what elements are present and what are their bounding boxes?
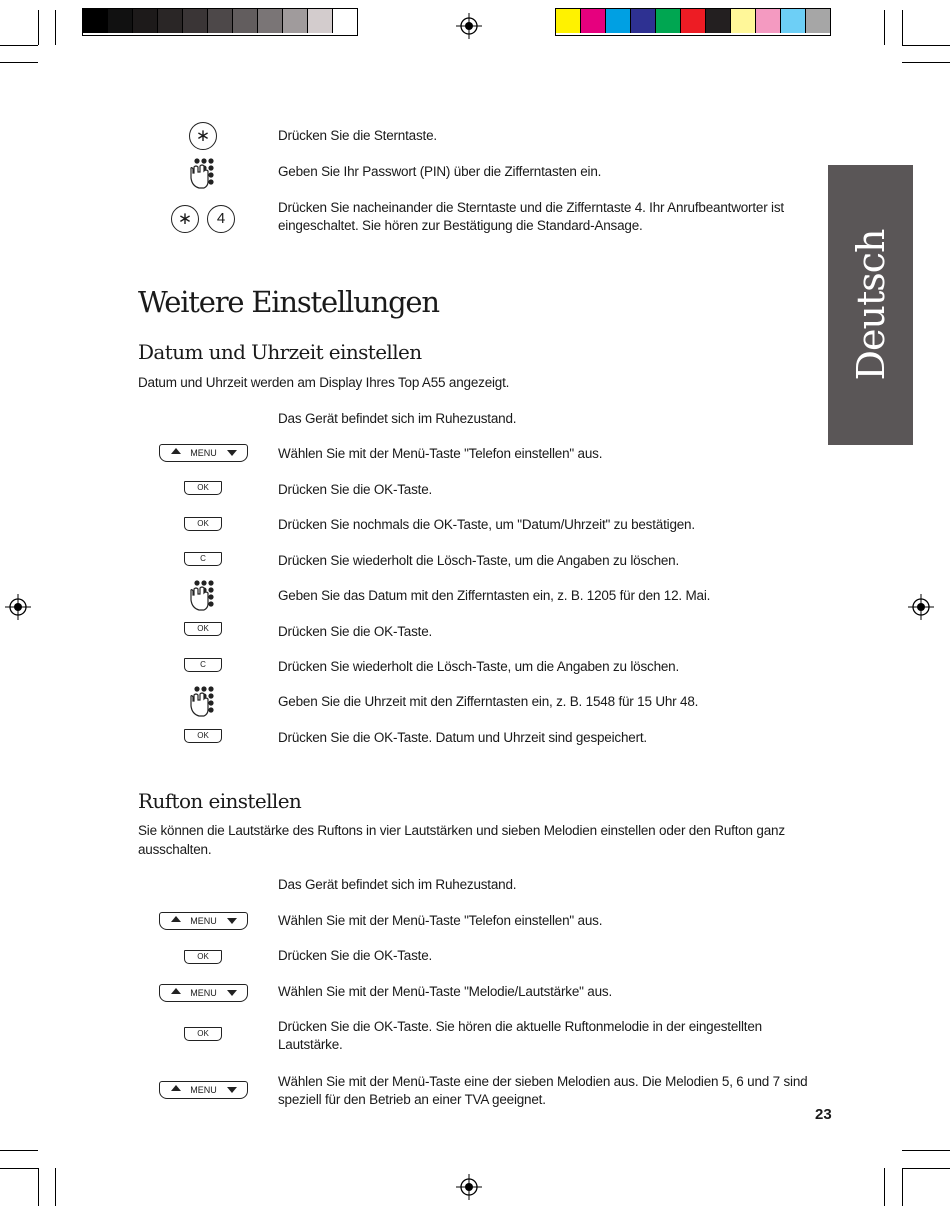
registration-mark-icon <box>908 594 934 620</box>
menu-key-icon: MENU <box>159 984 248 1002</box>
menu-key-icon: MENU <box>159 444 248 462</box>
section-title: Weitere Einstellungen <box>138 285 439 319</box>
menu-key-icon: MENU <box>159 912 248 930</box>
color-swatch <box>108 9 133 33</box>
color-swatch <box>681 9 706 33</box>
step-text: Drücken Sie die OK-Taste. <box>278 482 433 497</box>
color-swatch <box>258 9 283 33</box>
ok-key-icon: OK <box>184 517 222 531</box>
color-swatch <box>581 9 606 33</box>
step-text: Drücken Sie die OK-Taste. Sie hören die aktuelle Ruftonmelodie in der eingestellten Lautstärke. <box>278 1019 762 1052</box>
color-swatch <box>83 9 108 33</box>
step-text: Das Gerät befindet sich im Ruhezustand. <box>278 877 517 892</box>
step-text: Drücken Sie wiederholt die Lösch-Taste, um die Angaben zu löschen. <box>278 553 680 568</box>
star-key-icon: ∗ <box>171 205 199 233</box>
step-text: Wählen Sie mit der Menü-Taste "Telefon einstellen" aus. <box>278 913 603 928</box>
step-text: Drücken Sie die OK-Taste. Datum und Uhrzeit sind gespeichert. <box>278 730 647 745</box>
keypad-icon <box>188 156 216 190</box>
keypad-icon <box>188 684 216 718</box>
color-swatch <box>208 9 233 33</box>
color-swatch <box>183 9 208 33</box>
subsection-title-datum: Datum und Uhrzeit einstellen <box>138 340 422 364</box>
registration-mark-icon <box>5 594 31 620</box>
step-text: Drücken Sie die OK-Taste. <box>278 624 433 639</box>
step-text: Drücken Sie die OK-Taste. <box>278 948 433 963</box>
color-swatch <box>606 9 631 33</box>
color-swatch <box>656 9 681 33</box>
registration-mark-icon <box>456 13 482 39</box>
color-swatch <box>308 9 333 33</box>
step-text: Drücken Sie wiederholt die Lösch-Taste, um die Angaben zu löschen. <box>278 659 680 674</box>
color-swatch-bar <box>555 8 831 36</box>
ok-key-icon: OK <box>184 1027 222 1041</box>
clear-key-icon: C <box>184 552 222 566</box>
step-text: Drücken Sie nochmals die OK-Taste, um "Datum/Uhrzeit" zu bestätigen. <box>278 517 695 532</box>
registration-mark-icon <box>456 1174 482 1200</box>
color-swatch <box>158 9 183 33</box>
language-side-tab <box>828 165 913 445</box>
subsection-title-rufton: Rufton einstellen <box>138 789 302 813</box>
keypad-icon <box>188 578 216 612</box>
color-swatch <box>283 9 308 33</box>
step-text: Wählen Sie mit der Menü-Taste "Melodie/Lautstärke" aus. <box>278 984 612 999</box>
color-swatch <box>806 9 830 33</box>
color-swatch <box>233 9 258 33</box>
gray-swatch-bar <box>82 8 358 36</box>
side-tab-label: Deutsch <box>848 229 893 381</box>
subsection-intro-rufton: Sie können die Lautstärke des Ruftons in vier Lautstärken und sieben Melodien einstellen oder den Rufton ganz ausschalten. <box>138 823 785 857</box>
color-swatch <box>731 9 756 33</box>
color-swatch <box>706 9 731 33</box>
step-text: Das Gerät befindet sich im Ruhezustand. <box>278 411 517 426</box>
ok-key-icon: OK <box>184 481 222 495</box>
ok-key-icon: OK <box>184 622 222 636</box>
color-swatch <box>631 9 656 33</box>
ok-key-icon: OK <box>184 729 222 743</box>
step-text: Geben Sie die Uhrzeit mit den Zifferntasten ein, z. B. 1548 für 15 Uhr 48. <box>278 694 699 709</box>
star-key-icon: ∗ <box>189 122 217 150</box>
ok-key-icon: OK <box>184 950 222 964</box>
step-text: Geben Sie das Datum mit den Zifferntasten ein, z. B. 1205 für den 12. Mai. <box>278 588 711 603</box>
menu-key-icon: MENU <box>159 1081 248 1099</box>
color-swatch <box>333 9 357 33</box>
step-text: Wählen Sie mit der Menü-Taste "Telefon einstellen" aus. <box>278 446 603 461</box>
step-text: Geben Sie Ihr Passwort (PIN) über die Zifferntasten ein. <box>278 164 602 179</box>
step-text: Wählen Sie mit der Menü-Taste eine der sieben Melodien aus. Die Melodien 5, 6 und 7 sind speziell für den Betrieb an einer TVA geeignet. <box>278 1074 808 1107</box>
clear-key-icon: C <box>184 658 222 672</box>
color-swatch <box>133 9 158 33</box>
color-swatch <box>781 9 806 33</box>
color-swatch <box>556 9 581 33</box>
digit-4-key-icon: 4 <box>207 205 235 233</box>
color-swatch <box>756 9 781 33</box>
step-text: Drücken Sie die Sterntaste. <box>278 128 437 143</box>
step-text: Drücken Sie nacheinander die Sterntaste und die Zifferntaste 4. Ihr Anrufbeantworter ist eingeschaltet. Sie hören zur Bestätigung die Standard-Ansage. <box>278 200 784 233</box>
page-number: 23 <box>815 1106 832 1123</box>
subsection-intro-datum: Datum und Uhrzeit werden am Display Ihres Top A55 angezeigt. <box>138 375 510 390</box>
